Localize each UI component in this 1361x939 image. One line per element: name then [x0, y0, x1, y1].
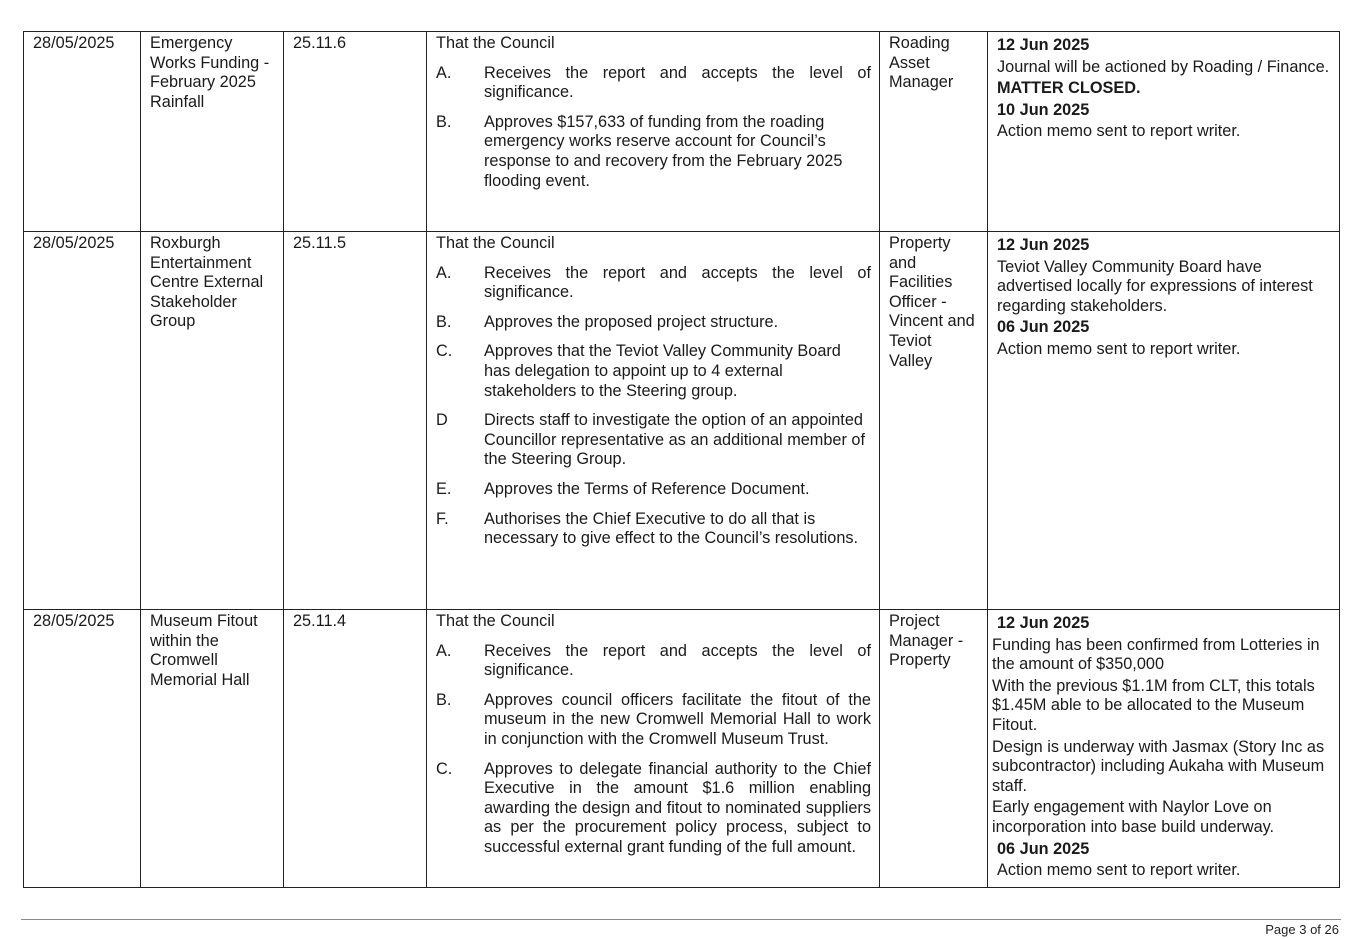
resolution-item — [436, 113, 871, 191]
item-title-cell — [141, 232, 284, 610]
resolution-cell — [427, 610, 880, 888]
resolution-text: Approves the Terms of Reference Document. — [484, 479, 810, 498]
resolution-ref: 25.11.4 — [293, 612, 347, 630]
status-date: 06 Jun 2025 — [997, 839, 1090, 858]
resolution-text: Authorises the Chief Executive to do all that is necessary to give effect to the Council’s resolutions. — [484, 509, 859, 548]
resolution-text: Approves that the Teviot Valley Community Board has delegation to appoint up to 4 external stakeholders to the Steering group. — [484, 342, 841, 400]
resolution-letter: B. — [436, 112, 452, 131]
resolution-ref-cell — [284, 610, 427, 888]
matter-closed-label: MATTER CLOSED. — [997, 79, 1141, 98]
item-title: Roxburgh Entertainment Centre External Stakeholder Group — [150, 234, 264, 331]
status-cell — [988, 32, 1340, 232]
resolution-list — [436, 264, 871, 549]
council-actions-table — [23, 31, 1340, 888]
resolution-text: Receives the report and accepts the level of significance. — [484, 63, 871, 102]
status-entry — [992, 614, 1331, 838]
resolution-ref-cell — [284, 32, 427, 232]
resolution-letter: A. — [436, 263, 452, 282]
status-text: Action memo sent to report writer. — [997, 861, 1241, 880]
resolution-list — [436, 642, 871, 858]
officer-cell — [880, 232, 988, 610]
resolution-item — [436, 691, 871, 750]
responsible-officer: Project Manager - Property — [889, 612, 964, 670]
resolution-item — [436, 760, 871, 858]
resolution-text: Approves council officers facilitate the fitout of the museum in the new Cromwell Memorial Hall to work in conjunction with the Cromwell Museum Trust. — [484, 690, 871, 748]
status-date: 10 Jun 2025 — [997, 100, 1090, 119]
status-date: 12 Jun 2025 — [997, 36, 1090, 54]
resolution-item — [436, 411, 871, 470]
resolution-text: Approves to delegate financial authority to the Chief Executive in the amount $1.6 million enabling awarding the design and fitout to nominated suppliers as per the procurement policy process, subject to successful external grant funding of the full amount. — [484, 759, 871, 856]
status-date: 12 Jun 2025 — [997, 236, 1090, 254]
resolution-text: Approves $157,633 of funding from the roading emergency works reserve account for Council’s response to and recovery from the February 2025 flooding event. — [484, 112, 843, 190]
status-text: Action memo sent to report writer. — [997, 339, 1241, 358]
status-entry — [992, 840, 1331, 881]
resolution-ref: 25.11.6 — [293, 34, 347, 52]
status-text: Journal will be actioned by Roading / Finance. — [997, 57, 1330, 76]
resolution-letter: A. — [436, 63, 452, 82]
table-row — [24, 32, 1340, 232]
resolution-item — [436, 642, 871, 681]
resolution-letter: A. — [436, 641, 452, 660]
resolution-letter: B. — [436, 690, 452, 709]
status-date: 06 Jun 2025 — [997, 318, 1090, 337]
resolution-intro: That the Council — [436, 34, 555, 52]
table-row — [24, 232, 1340, 610]
resolution-item — [436, 480, 871, 500]
meeting-date-cell — [24, 32, 141, 232]
resolution-letter: C. — [436, 342, 453, 361]
resolution-ref: 25.11.5 — [293, 234, 347, 252]
meeting-date-cell — [24, 610, 141, 888]
resolution-text: Approves the proposed project structure. — [484, 312, 779, 331]
officer-cell — [880, 610, 988, 888]
status-text: Design is underway with Jasmax (Story Inc as subcontractor) including Aukaha with Museum staff. — [992, 737, 1325, 795]
resolution-text: Receives the report and accepts the level of significance. — [484, 263, 871, 302]
resolution-cell — [427, 232, 880, 610]
status-entry — [997, 236, 1331, 316]
resolution-ref-cell — [284, 232, 427, 610]
status-cell — [988, 610, 1340, 888]
resolution-letter: E. — [436, 479, 452, 498]
status-entry — [997, 318, 1331, 359]
item-title-cell — [141, 610, 284, 888]
resolution-item — [436, 64, 871, 103]
item-title: Museum Fitout within the Cromwell Memorial Hall — [150, 612, 258, 689]
resolution-letter: D — [436, 411, 448, 430]
resolution-letter: C. — [436, 759, 453, 778]
status-entry — [997, 36, 1331, 99]
resolution-item — [436, 510, 871, 549]
status-text: Early engagement with Naylor Love on incorporation into base build underway. — [992, 798, 1275, 836]
status-text: With the previous $1.1M from CLT, this totals $1.45M able to be allocated to the Museum Fitout. — [992, 676, 1315, 734]
status-cell — [988, 232, 1340, 610]
resolution-intro: That the Council — [436, 234, 555, 252]
responsible-officer: Roading Asset Manager — [889, 34, 954, 92]
meeting-date: 28/05/2025 — [33, 612, 115, 630]
meeting-date-cell — [24, 232, 141, 610]
meeting-date: 28/05/2025 — [33, 34, 115, 52]
resolution-text: Directs staff to investigate the option of an appointed Councillor representative as an additional member of the Steering Group. — [484, 411, 866, 469]
meeting-date: 28/05/2025 — [33, 234, 115, 252]
status-entry — [997, 101, 1331, 142]
page-number: Page 3 of 26 — [1265, 922, 1339, 937]
status-text: Funding has been confirmed from Lotteries in the amount of $350,000 — [992, 635, 1320, 674]
footer-divider — [21, 919, 1341, 920]
responsible-officer: Property and Facilities Officer - Vincent and Teviot Valley — [889, 234, 975, 370]
status-text: Action memo sent to report writer. — [997, 122, 1241, 141]
resolution-item — [436, 342, 871, 401]
status-date: 12 Jun 2025 — [997, 614, 1090, 632]
resolution-letter: F. — [436, 509, 449, 528]
status-text: Teviot Valley Community Board have advertised locally for expressions of interest regarding stakeholders. — [997, 257, 1313, 315]
resolution-text: Receives the report and accepts the level of significance. — [484, 641, 871, 680]
table-row — [24, 610, 1340, 888]
resolution-item — [436, 313, 871, 333]
item-title-cell — [141, 32, 284, 232]
officer-cell — [880, 32, 988, 232]
item-title: Emergency Works Funding - February 2025 Rainfall — [150, 34, 270, 111]
resolution-cell — [427, 32, 880, 232]
resolution-letter: B. — [436, 312, 452, 331]
resolution-list — [436, 64, 871, 192]
resolution-item — [436, 264, 871, 303]
resolution-intro: That the Council — [436, 612, 555, 630]
